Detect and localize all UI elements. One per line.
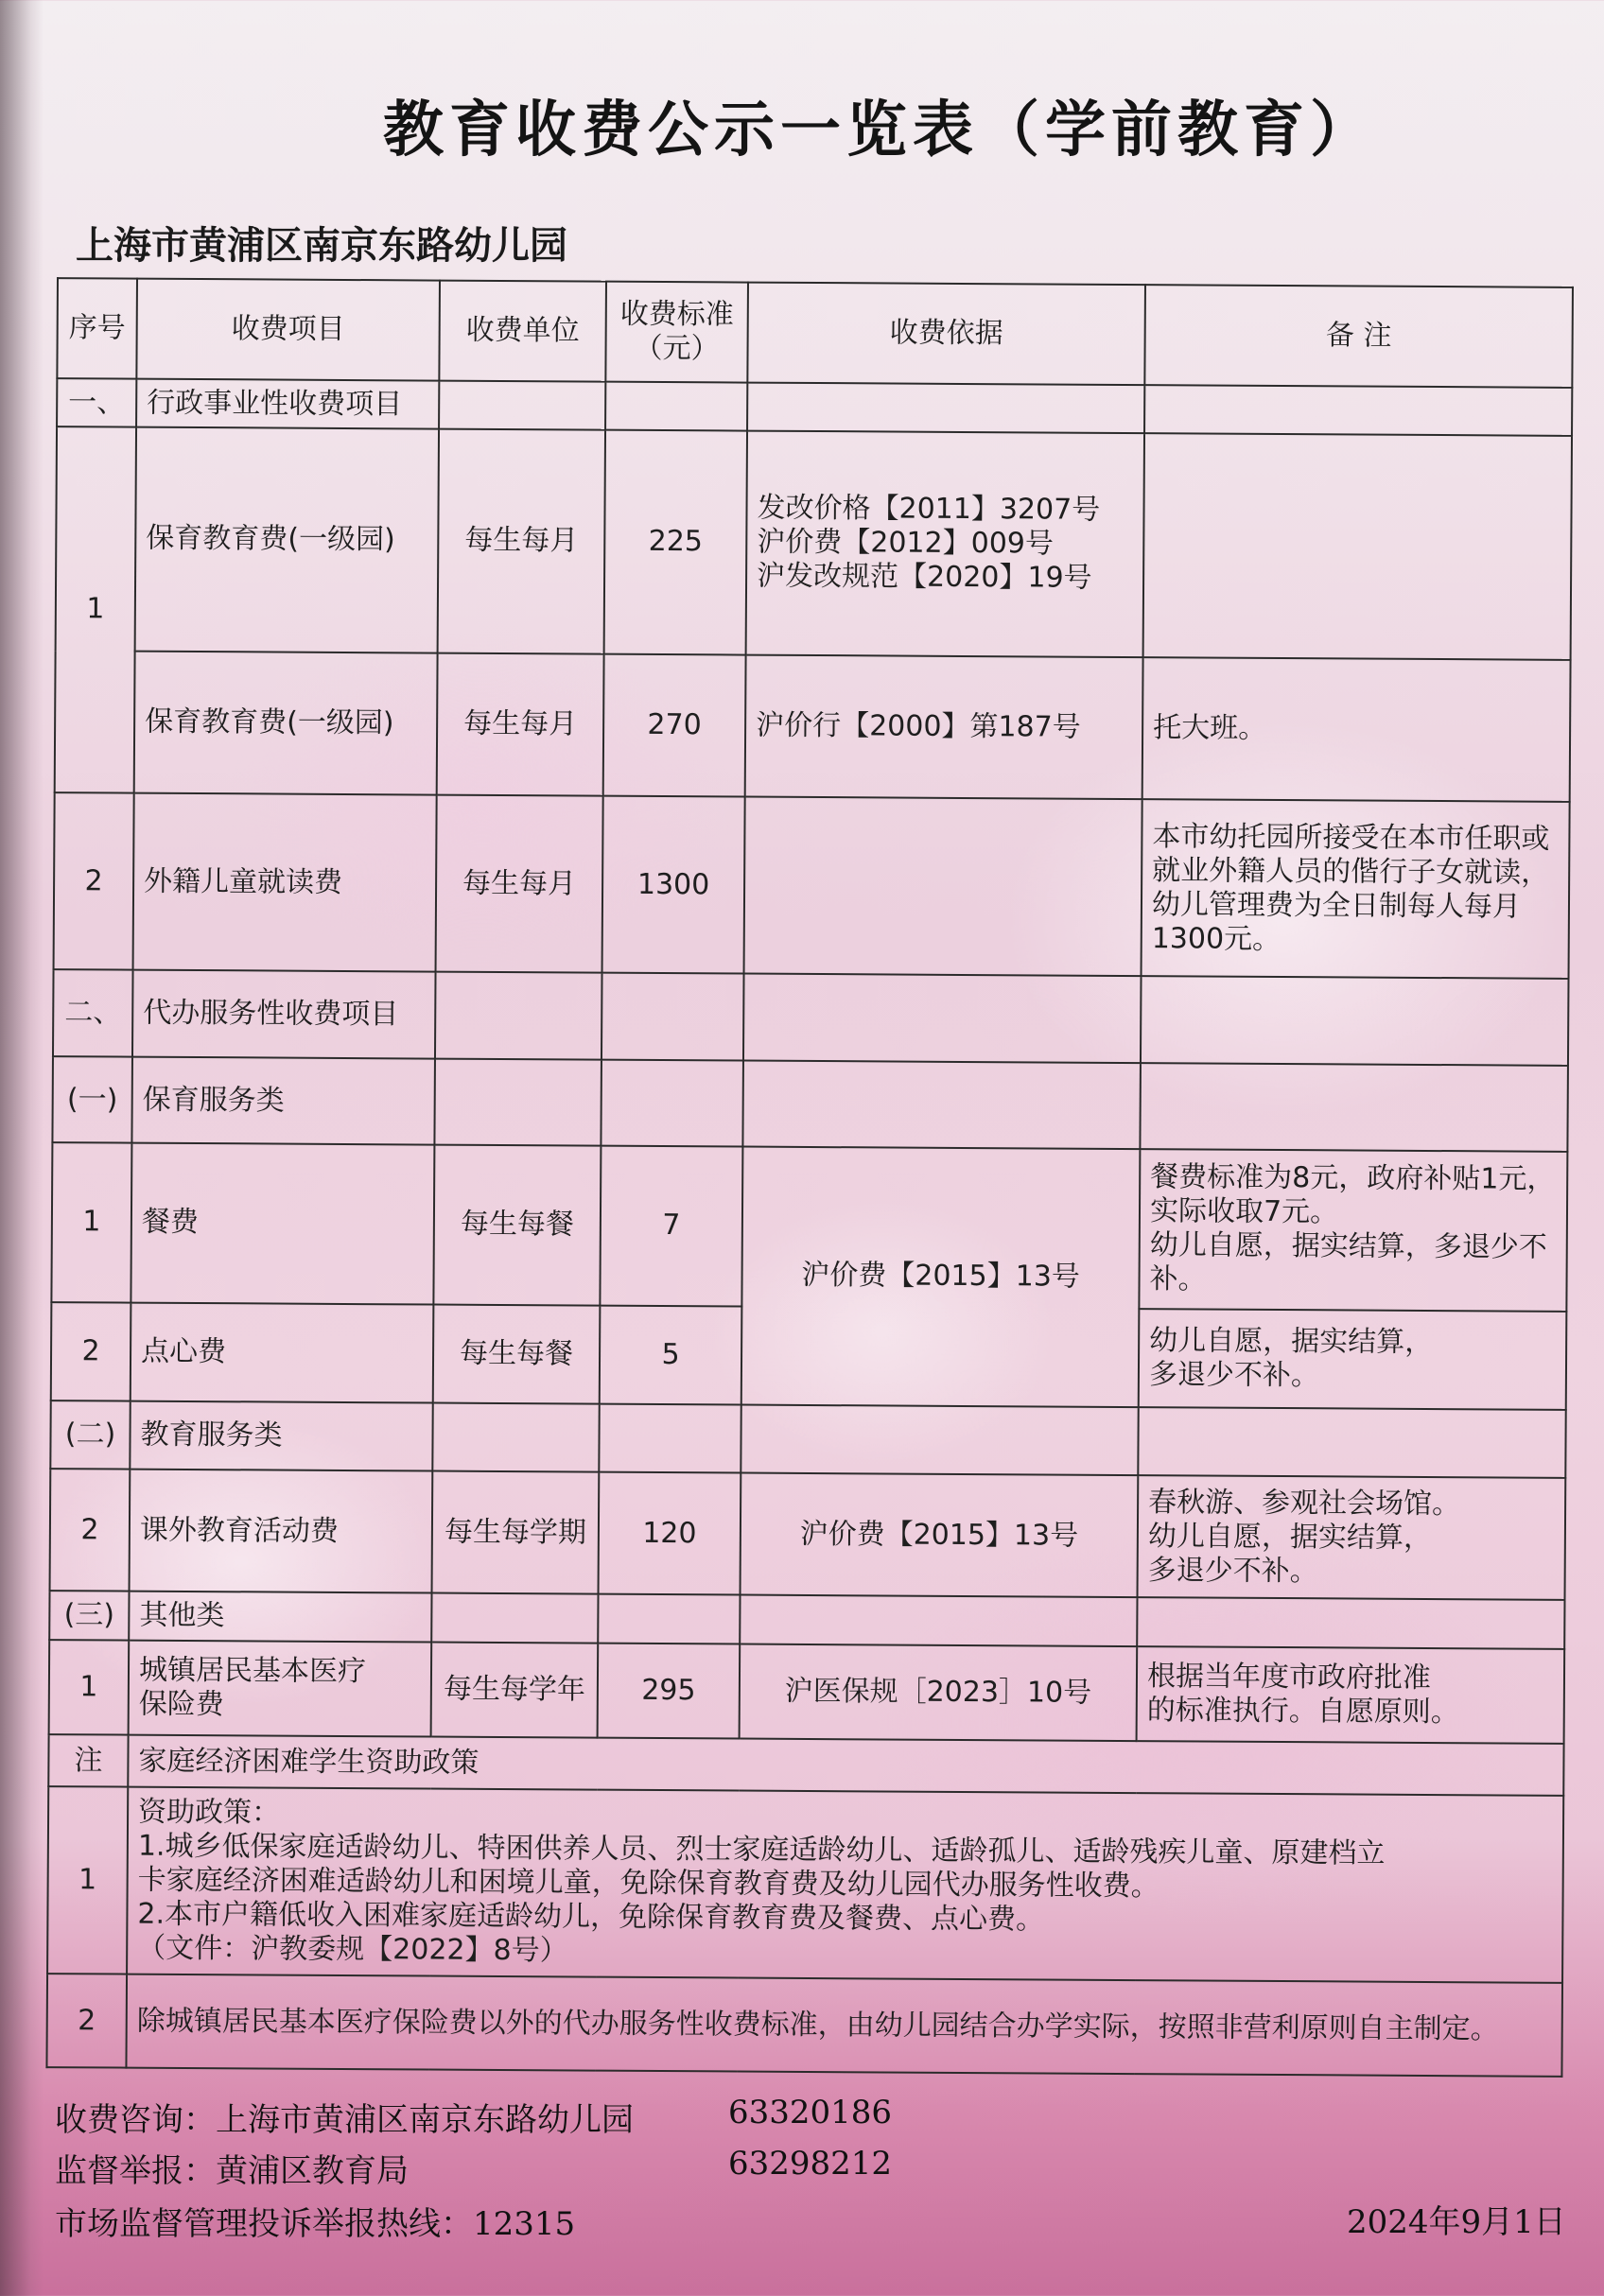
row-item: 保育教育费(一级园) <box>134 651 438 795</box>
row-basis: 发改价格【2011】3207号 沪价费【2012】009号 沪发改规范【2020】19号 <box>746 430 1144 657</box>
row-basis: 沪价费【2015】13号 <box>741 1473 1139 1597</box>
table-row <box>50 1469 1566 1599</box>
note-row <box>46 1974 1562 2077</box>
row-standard: 120 <box>599 1472 741 1594</box>
table-row <box>55 651 1571 802</box>
row-item: 城镇居民基本医疗 保险费 <box>129 1641 432 1737</box>
footer-report-phone: 63298212 <box>728 2145 893 2183</box>
section-title: 代办服务性收费项目 <box>132 970 436 1059</box>
fee-table <box>45 277 1574 2078</box>
row-unit: 每生每月 <box>438 428 605 653</box>
row-standard: 295 <box>598 1644 741 1739</box>
row-basis <box>744 797 1142 976</box>
footer-consult-label: 收费咨询：上海市黄浦区南京东路幼儿园 <box>55 2101 634 2139</box>
page-title: 教育收费公示一览表（学前教育） <box>383 96 1376 165</box>
note-header-row <box>48 1735 1563 1796</box>
header-unit: 收费单位 <box>439 281 606 383</box>
photo-edge-shadow <box>0 0 44 2296</box>
note-row <box>47 1786 1563 1984</box>
row-standard: 270 <box>603 653 746 797</box>
table-row <box>51 1142 1567 1311</box>
row-remark: 春秋游、参观社会场馆。 幼儿自愿，据实结算， 多退少不补。 <box>1138 1475 1566 1599</box>
table-row <box>56 426 1572 660</box>
row-item: 保育教育费(一级园) <box>135 426 439 652</box>
section-label: 一、 <box>57 379 136 427</box>
section-title: 行政事业性收费项目 <box>136 379 439 428</box>
row-seq: 1 <box>55 426 136 793</box>
note-text: 除城镇居民基本医疗保险费以外的代办服务性收费标准，由幼儿园结合办学实际，按照非营利原则自主制定。 <box>126 1974 1562 2077</box>
footer-hotline: 市场监督管理投诉举报热线：12315 <box>55 2205 576 2243</box>
section-label: 二、 <box>53 969 133 1057</box>
subsection-label: (二) <box>50 1400 130 1470</box>
subsection-label: (三) <box>49 1591 129 1641</box>
school-name: 上海市黄浦区南京东路幼儿园 <box>76 224 567 268</box>
header-remark: 备 注 <box>1144 285 1573 388</box>
subsection-title: 教育服务类 <box>130 1401 432 1471</box>
note-title: 家庭经济困难学生资助政策 <box>128 1735 1563 1795</box>
note-seq: 2 <box>46 1974 127 2068</box>
header-standard: 收费标准 （元） <box>605 282 748 383</box>
header-seq: 序号 <box>57 278 137 379</box>
subsection-title: 保育服务类 <box>131 1057 435 1144</box>
row-unit: 每生每月 <box>436 795 603 973</box>
footer-date: 2024年9月1日 <box>1347 2203 1566 2241</box>
header-basis: 收费依据 <box>747 283 1145 386</box>
row-basis: 沪价行【2000】第187号 <box>745 654 1143 799</box>
row-standard: 7 <box>600 1145 742 1306</box>
table-row <box>49 1640 1565 1744</box>
row-remark: 根据当年度市政府批准 的标准执行。自愿原则。 <box>1137 1646 1565 1744</box>
row-remark: 幼儿自愿，据实结算， 多退少不补。 <box>1139 1309 1567 1410</box>
row-standard: 225 <box>604 429 747 654</box>
row-item: 餐费 <box>131 1142 434 1304</box>
subsection-title: 其他类 <box>129 1591 431 1642</box>
row-remark: 本市幼托园所接受在本市任职或就业外籍人员的偕行子女就读，幼儿管理费为全日制每人每月1300元。 <box>1142 799 1570 979</box>
footer-report-label: 监督举报：黄浦区教育局 <box>55 2152 409 2190</box>
row-seq: 2 <box>51 1302 131 1401</box>
subsection-row-education <box>50 1400 1565 1478</box>
row-unit: 每生每月 <box>437 652 604 796</box>
row-remark <box>1143 433 1572 660</box>
row-remark: 餐费标准为8元，政府补贴1元，实际收取7元。 幼儿自愿，据实结算，多退少不补。 <box>1139 1149 1567 1311</box>
row-seq: 1 <box>51 1142 131 1302</box>
subsection-label: (一) <box>52 1057 132 1143</box>
table-header-row <box>57 278 1573 388</box>
row-standard: 5 <box>600 1305 742 1404</box>
row-unit: 每生每学期 <box>432 1471 600 1594</box>
row-unit: 每生每餐 <box>433 1144 601 1305</box>
row-unit: 每生每餐 <box>433 1304 601 1404</box>
header-item: 收费项目 <box>136 279 440 381</box>
footer-consult-phone: 63320186 <box>728 2094 893 2131</box>
note-text: 资助政策： 1.城乡低保家庭适龄幼儿、特困供养人员、烈士家庭适龄幼儿、适龄孤儿、适龄残疾儿童、原建档立 卡家庭经济困难适龄幼儿和困境儿童，免除保育教育费及幼儿园代办服务性收费。 2.本市户籍低收入困难家庭适龄幼儿，免除保育教育费及餐费、点心费。 （文件：沪教委规【2022】8号） <box>127 1786 1563 1983</box>
row-seq: 2 <box>54 792 134 969</box>
note-seq: 1 <box>47 1786 128 1974</box>
row-remark: 托大班。 <box>1142 657 1571 802</box>
row-basis: 沪医保规［2023］10号 <box>740 1644 1138 1742</box>
note-label: 注 <box>48 1735 128 1787</box>
subsection-row-care <box>52 1057 1568 1152</box>
row-basis: 沪价费【2015】13号 <box>741 1146 1141 1407</box>
row-item: 课外教育活动费 <box>130 1470 433 1592</box>
row-seq: 2 <box>50 1469 131 1591</box>
row-item: 外籍儿童就读费 <box>133 793 437 972</box>
row-seq: 1 <box>49 1640 130 1735</box>
table-row <box>54 792 1570 979</box>
section-row-agency <box>53 969 1569 1066</box>
row-standard: 1300 <box>602 796 745 974</box>
row-item: 点心费 <box>131 1302 434 1402</box>
row-unit: 每生每学年 <box>431 1643 599 1738</box>
